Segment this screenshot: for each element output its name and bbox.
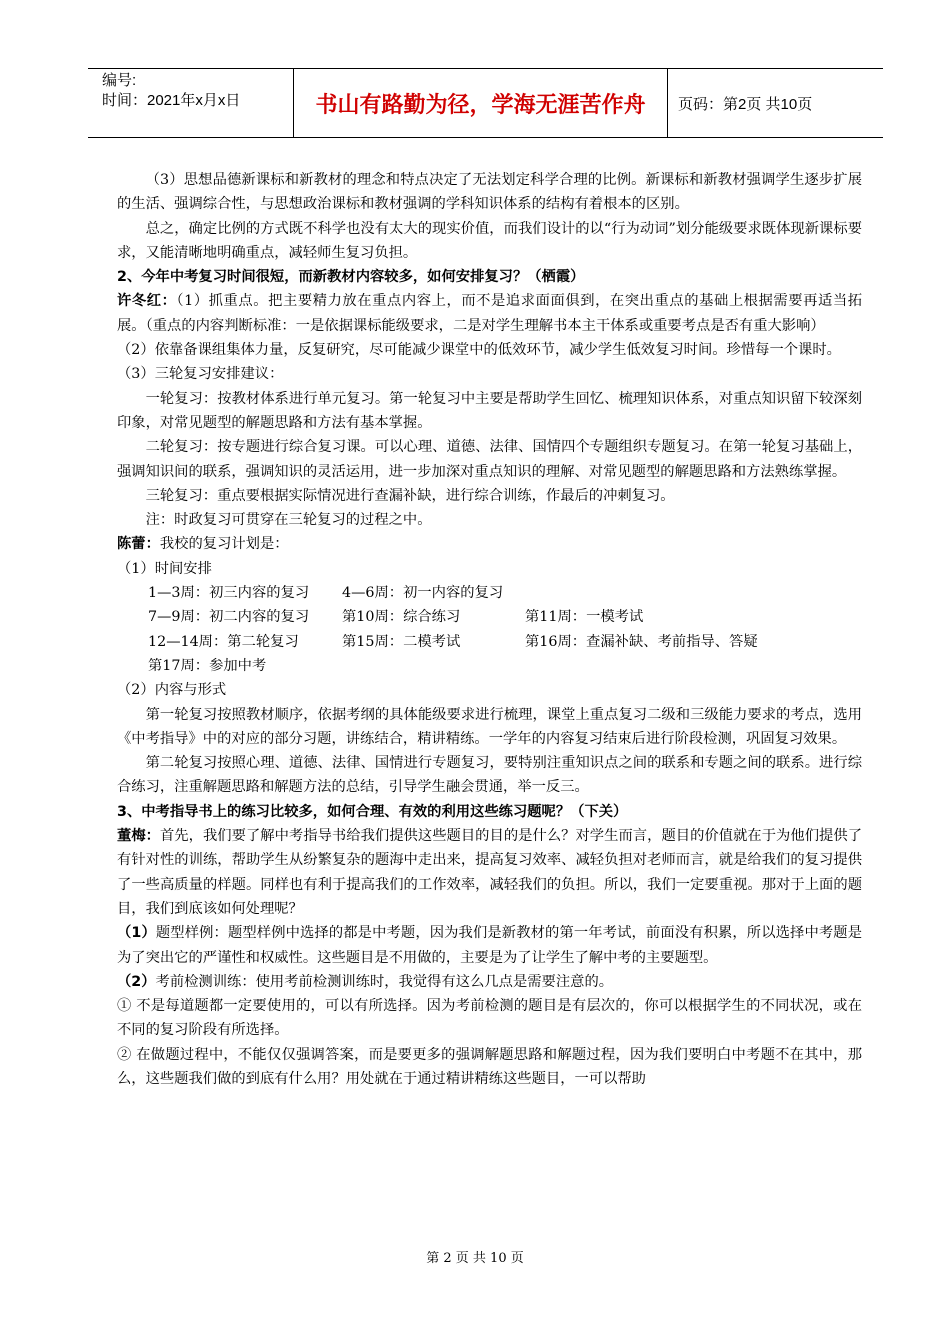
paragraph-text: 首先，我们要了解中考指导书给我们提供这些题目的目的是什么？对学生而言，题目的价值就在于为他们提供了有针对性的训练，帮助学生从纷繁复杂的题海中走出来，提高复习效率、减轻负担对老师而言，就是给我们的复习提供了一些高质量的样题。同样也有利于提高我们的工作效率，减轻我们的负担。所以，我们一定要重视。那对于上面的题目，我们到底该如何处理呢？	[117, 828, 862, 917]
speaker-name: 董梅：	[117, 828, 160, 845]
paragraph: 第二轮复习按照心理、道德、法律、国情进行专题复习，要特别注重知识点之间的联系和专题之间的联系。进行综合练习，注重解题思路和解题方法的总结，引导学生融会贯通，举一反三。	[117, 755, 862, 796]
schedule-row	[117, 605, 862, 629]
schedule-row	[117, 581, 862, 605]
header-meta	[88, 69, 294, 137]
paragraph: （3）思想品德新课标和新教材的理念和特点决定了无法划定科学合理的比例。新课标和新教材强调学生逐步扩展的生活、强调综合性，与思想政治课标和教材强调的学科知识体系的结构有着根本的区别。	[117, 172, 862, 213]
paragraph	[117, 289, 862, 338]
speaker-name: 陈蕾：	[117, 536, 160, 553]
page-footer: 第 2 页 共 10 页	[426, 1251, 524, 1266]
paragraph: 一轮复习：按教材体系进行单元复习。第一轮复习中主要是帮助学生回忆、梳理知识体系，对重点知识留下较深刻印象，对常见题型的解题思路和方法有基本掌握。	[117, 390, 862, 431]
paragraph: 注：时政复习可贯穿在三轮复习的过程之中。	[145, 512, 432, 529]
paragraph: ② 在做题过程中，不能仅仅强调答案，而是要更多的强调解题思路和解题过程，因为我们要明白中考题不在其中，那么，这些题我们做的到底有什么用？用处就在于通过精讲精练这些题目，一可以帮助	[117, 1046, 862, 1087]
schedule-cell: 4—6周：初一内容的复习	[342, 585, 504, 602]
paragraph: 三轮复习：重点要根据实际情况进行查漏补缺，进行综合训练，作最后的冲刺复习。	[145, 487, 675, 504]
page-header	[88, 68, 883, 138]
schedule-cell: 第11周：一模考试	[525, 609, 644, 626]
paragraph	[117, 532, 862, 556]
paragraph: （3）三轮复习安排建议：	[117, 366, 284, 383]
schedule-cell: 12—14周：第二轮复习	[148, 633, 299, 650]
paragraph-text: 考前检测训练：使用考前检测训练时，我觉得有这么几点是需要注意的。	[155, 973, 614, 990]
number-label: 编号:	[102, 72, 137, 89]
speaker-name: 许冬红：	[117, 293, 177, 310]
paragraph: ① 不是每道题都一定要使用的，可以有所选择。因为考前检测的题目是有层次的，你可以根据学生的不同状况，或在不同的复习阶段有所选择。	[117, 998, 862, 1039]
schedule-cell	[342, 654, 525, 678]
paragraph	[117, 921, 862, 970]
paragraph	[117, 824, 862, 921]
schedule-row	[117, 654, 862, 678]
schedule-cell: 第17周：参加中考	[148, 657, 267, 674]
header-page-info: 页码：第2页 共10页	[678, 95, 813, 113]
paragraph-text: 我校的复习计划是：	[159, 536, 289, 553]
time-label: 时间：2021年x月x日	[102, 92, 241, 109]
paragraph: 第一轮复习按照教材顺序，依据考纲的具体能级要求进行梳理，课堂上重点复习二级和三级能力要求的考点，选用《中考指导》中的对应的部分习题，讲练结合，精讲精练。一学年的内容复习结束后进行阶段检测，巩固复习效果。	[117, 706, 862, 747]
question-heading: 2、今年中考复习时间很短，而新教材内容较多，如何安排复习？（栖霞）	[117, 269, 585, 286]
paragraph: （1）时间安排	[117, 560, 212, 577]
document-body	[117, 168, 862, 1091]
schedule-row	[117, 630, 862, 654]
paragraph	[117, 970, 862, 994]
schedule-cell: 第16周：查漏补缺、考前指导、答疑	[525, 633, 758, 650]
question-heading: 3、中考指导书上的练习比较多，如何合理、有效的利用这些练习题呢？（下关）	[117, 803, 628, 820]
header-motto: 书山有路勤为径，学海无涯苦作舟	[294, 69, 668, 137]
item-number: （2）	[117, 973, 156, 990]
schedule-cell: 1—3周：初三内容的复习	[148, 585, 310, 602]
schedule-cell: 第15周：二模考试	[342, 633, 461, 650]
paragraph-text: （1）抓重点。把主要精力放在重点内容上，而不是追求面面俱到，在突出重点的基础上根据需要再适当拓展。（重点的内容判断标准：一是依据课标能级要求，二是对学生理解书本主干体系或重要考点是否有重大影响）	[117, 293, 862, 334]
item-number: （1）	[117, 925, 156, 942]
schedule-cell: 7—9周：初二内容的复习	[148, 609, 310, 626]
paragraph: （2）依靠备课组集体力量，反复研究，尽可能减少课堂中的低效环节，减少学生低效复习时间。珍惜每一个课时。	[117, 342, 841, 359]
paragraph: （2）内容与形式	[117, 682, 227, 699]
paragraph: 总之，确定比例的方式既不科学也没有太大的现实价值，而我们设计的以“行为动词”划分能级要求既体现新课标要求，又能清晰地明确重点，减轻师生复习负担。	[117, 220, 862, 261]
paragraph-text: 题型样例：题型样例中选择的都是中考题，因为我们是新教材的第一年考试，前面没有积累，所以选择中考题是为了突出它的严谨性和权威性。这些题目是不用做的，主要是为了让学生了解中考的主要题型。	[117, 925, 862, 966]
schedule-cell: 第10周：综合练习	[342, 609, 461, 626]
paragraph: 二轮复习：按专题进行综合复习课。可以心理、道德、法律、国情四个专题组织专题复习。在第一轮复习基础上，强调知识间的联系，强调知识的灵活运用，进一步加深对重点知识的理解、对常见题型的解题思路和方法熟练掌握。	[117, 439, 862, 480]
